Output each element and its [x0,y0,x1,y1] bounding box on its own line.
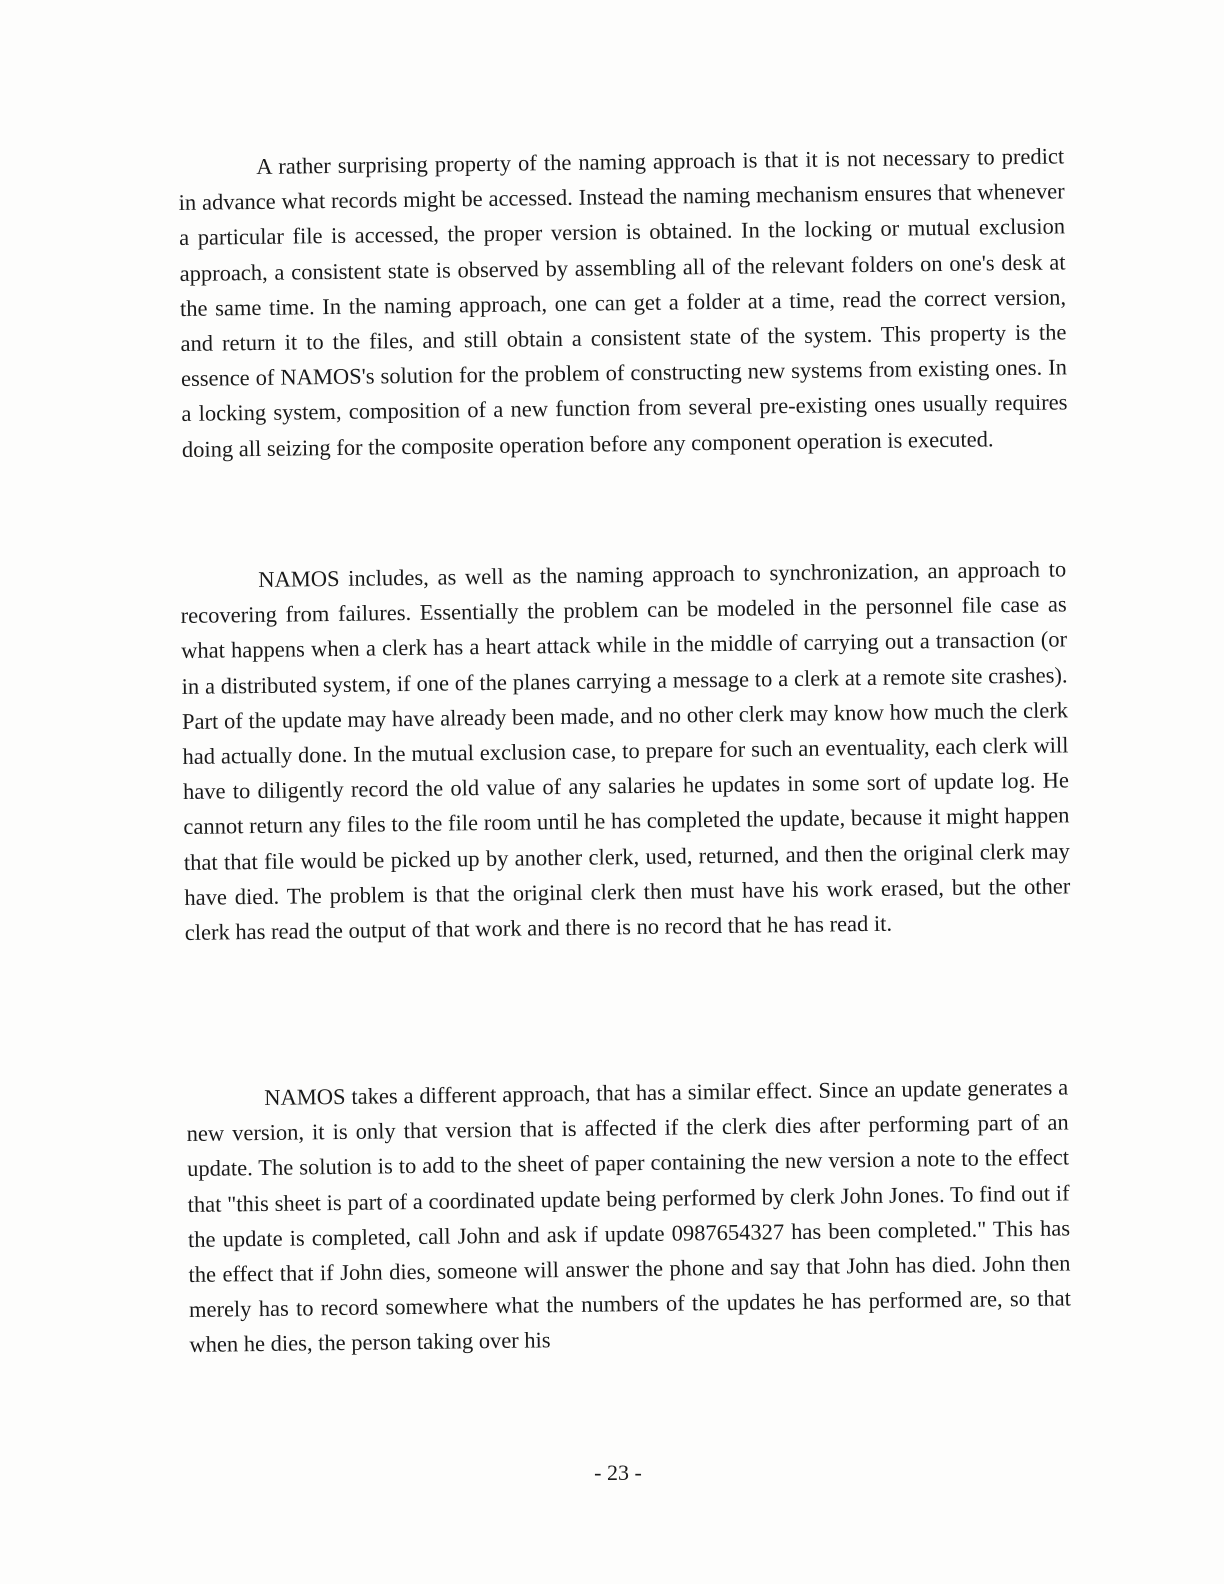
paragraph-naming-approach: A rather surprising property of the naming approach is that it is not necessary to predict in advance what records might be accessed. Instead the naming mechanism ensures that whenever a particular file is accessed, the proper version is obtained. In the locking or mutual exclusion approach, a consistent state is observed by assembling all of the relevant folders on one's desk at the same time. In the naming approach, one can get a folder at a time, read the correct version, and return it to the files, and still obtain a consistent state of the system. This property is the essence of NAMOS's solution for the problem of constructing new systems from existing ones. In a locking system, composition of a new function from several pre-existing ones usually requires doing all seizing for the composite operation before any component operation is executed. [178,143,1068,462]
paragraph-failure-recovery: NAMOS includes, as well as the naming approach to synchronization, an approach to recovering from failures. Essentially the problem can be modeled in the personnel file case as what happens when a clerk has a heart attack while in the middle of carrying out a transaction (or in a distributed system, if one of the planes carrying a message to a clerk at a remote site crashes). Part of the update may have already been made, and no other clerk may know how much the clerk had actually done. In the mutual exclusion case, to prepare for such an eventuality, each clerk will have to diligently record the old value of any salaries he updates in some sort of update log. He cannot return any files to the file room until he has completed the update, because it might happen that that file would be picked up by another clerk, used, returned, and then the original clerk may have died. The problem is that the original clerk then must have his work erased, but the other clerk has read the output of that work and there is no record that he has read it. [180,556,1071,945]
paragraph-namos-approach: NAMOS takes a different approach, that has a similar effect. Since an update generates a new version, it is only that version that is affected if the clerk dies after performing part of an update. The solution is to add to the sheet of paper containing the new version a note to the effect that "this sheet is part of a coordinated update being performed by clerk John Jones. To find out if the update is completed, call John and ask if update 0987654327 has been completed." This has the effect that if John dies, someone will answer the phone and say that John has died. John then merely has to record somewhere what the numbers of the updates he has performed are, so that when he dies, the person taking over his [186,1074,1072,1358]
page-number: - 23 - [594,1460,642,1485]
